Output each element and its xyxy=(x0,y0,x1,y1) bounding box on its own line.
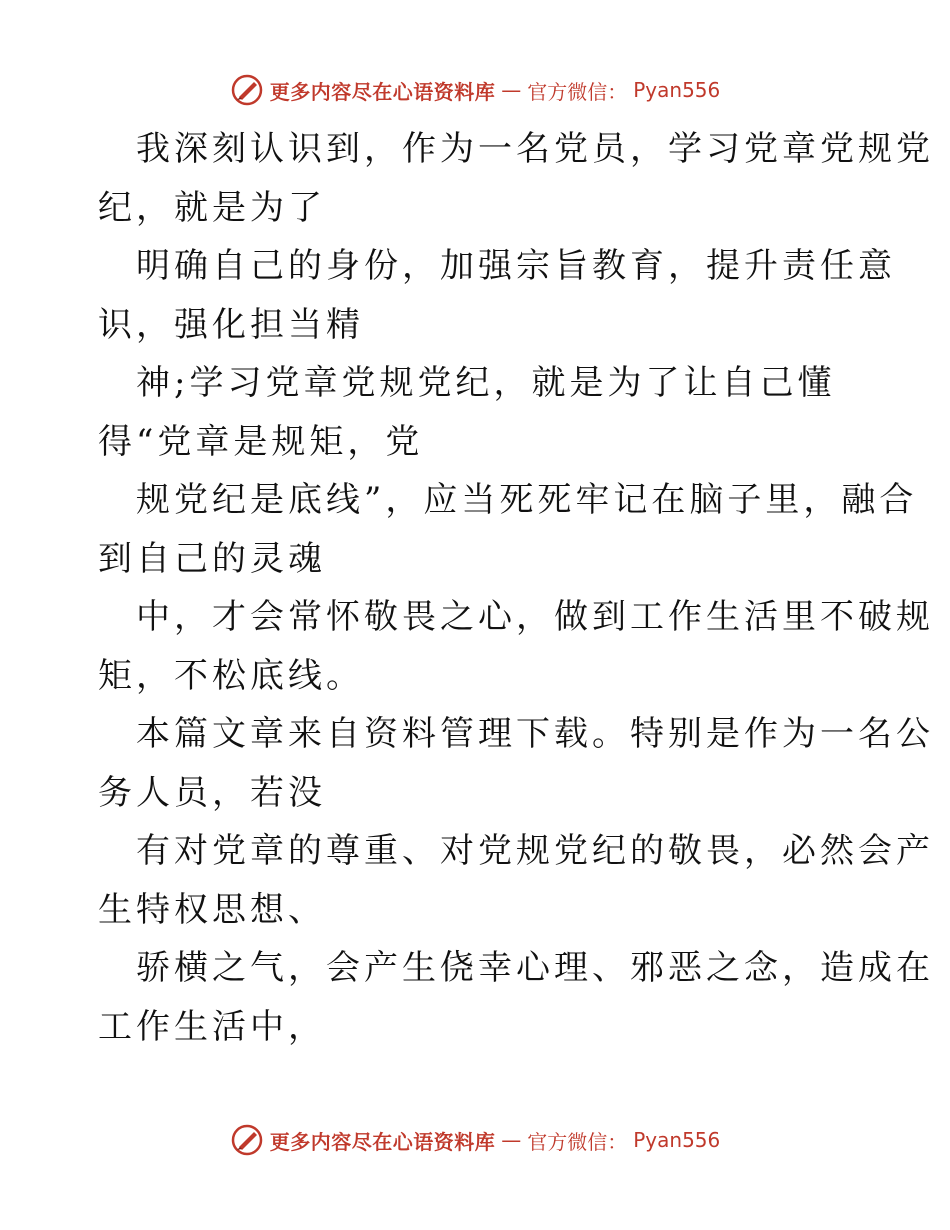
header-promo-text: 更多内容尽在心语资料库 xyxy=(269,79,496,104)
red-quill-seal-icon xyxy=(230,1123,264,1157)
body-line: 矩，不松底线。 xyxy=(98,655,364,696)
body-line: 工作生活中， xyxy=(98,1006,326,1047)
body-line: 纪，就是为了 xyxy=(98,187,326,228)
body-line: 生特权思想、 xyxy=(98,889,326,930)
footer-promo-text: 更多内容尽在心语资料库 xyxy=(269,1129,496,1154)
footer-separator: — xyxy=(501,1128,522,1152)
footer-banner xyxy=(0,1120,950,1160)
body-line: 明确自己的身份，加强宗旨教育，提升责任意 xyxy=(136,246,896,286)
body-line: 识，强化担当精 xyxy=(98,304,364,345)
body-line: 我深刻认识到，作为一名党员，学习党章党规党 xyxy=(136,129,934,169)
body-line: 规党纪是底线”，应当死死牢记在脑子里，融合 xyxy=(136,480,918,520)
body-line: 到自己的灵魂 xyxy=(98,538,326,579)
footer-wechat-label: 官方微信： xyxy=(527,1129,628,1154)
header-separator: — xyxy=(501,78,522,102)
header-wechat-label: 官方微信： xyxy=(527,79,628,104)
body-line: 骄横之气，会产生侥幸心理、邪恶之念，造成在 xyxy=(136,948,934,988)
body-line: 得“党章是规矩，党 xyxy=(98,421,424,462)
body-line: 本篇文章来自资料管理下载。特别是作为一名公 xyxy=(136,714,934,754)
footer-wechat-id: Pyan556 xyxy=(633,1128,721,1152)
header-banner xyxy=(0,70,950,110)
body-line: 务人员，若没 xyxy=(98,772,326,813)
header-wechat-id: Pyan556 xyxy=(633,78,721,102)
document-body xyxy=(98,120,934,1056)
body-line: 有对党章的尊重、对党规党纪的敬畏，必然会产 xyxy=(136,831,934,871)
body-line: 神;学习党章党规党纪，就是为了让自己懂 xyxy=(136,363,836,403)
red-quill-seal-icon xyxy=(230,73,264,107)
body-line: 中，才会常怀敬畏之心，做到工作生活里不破规 xyxy=(136,597,934,637)
